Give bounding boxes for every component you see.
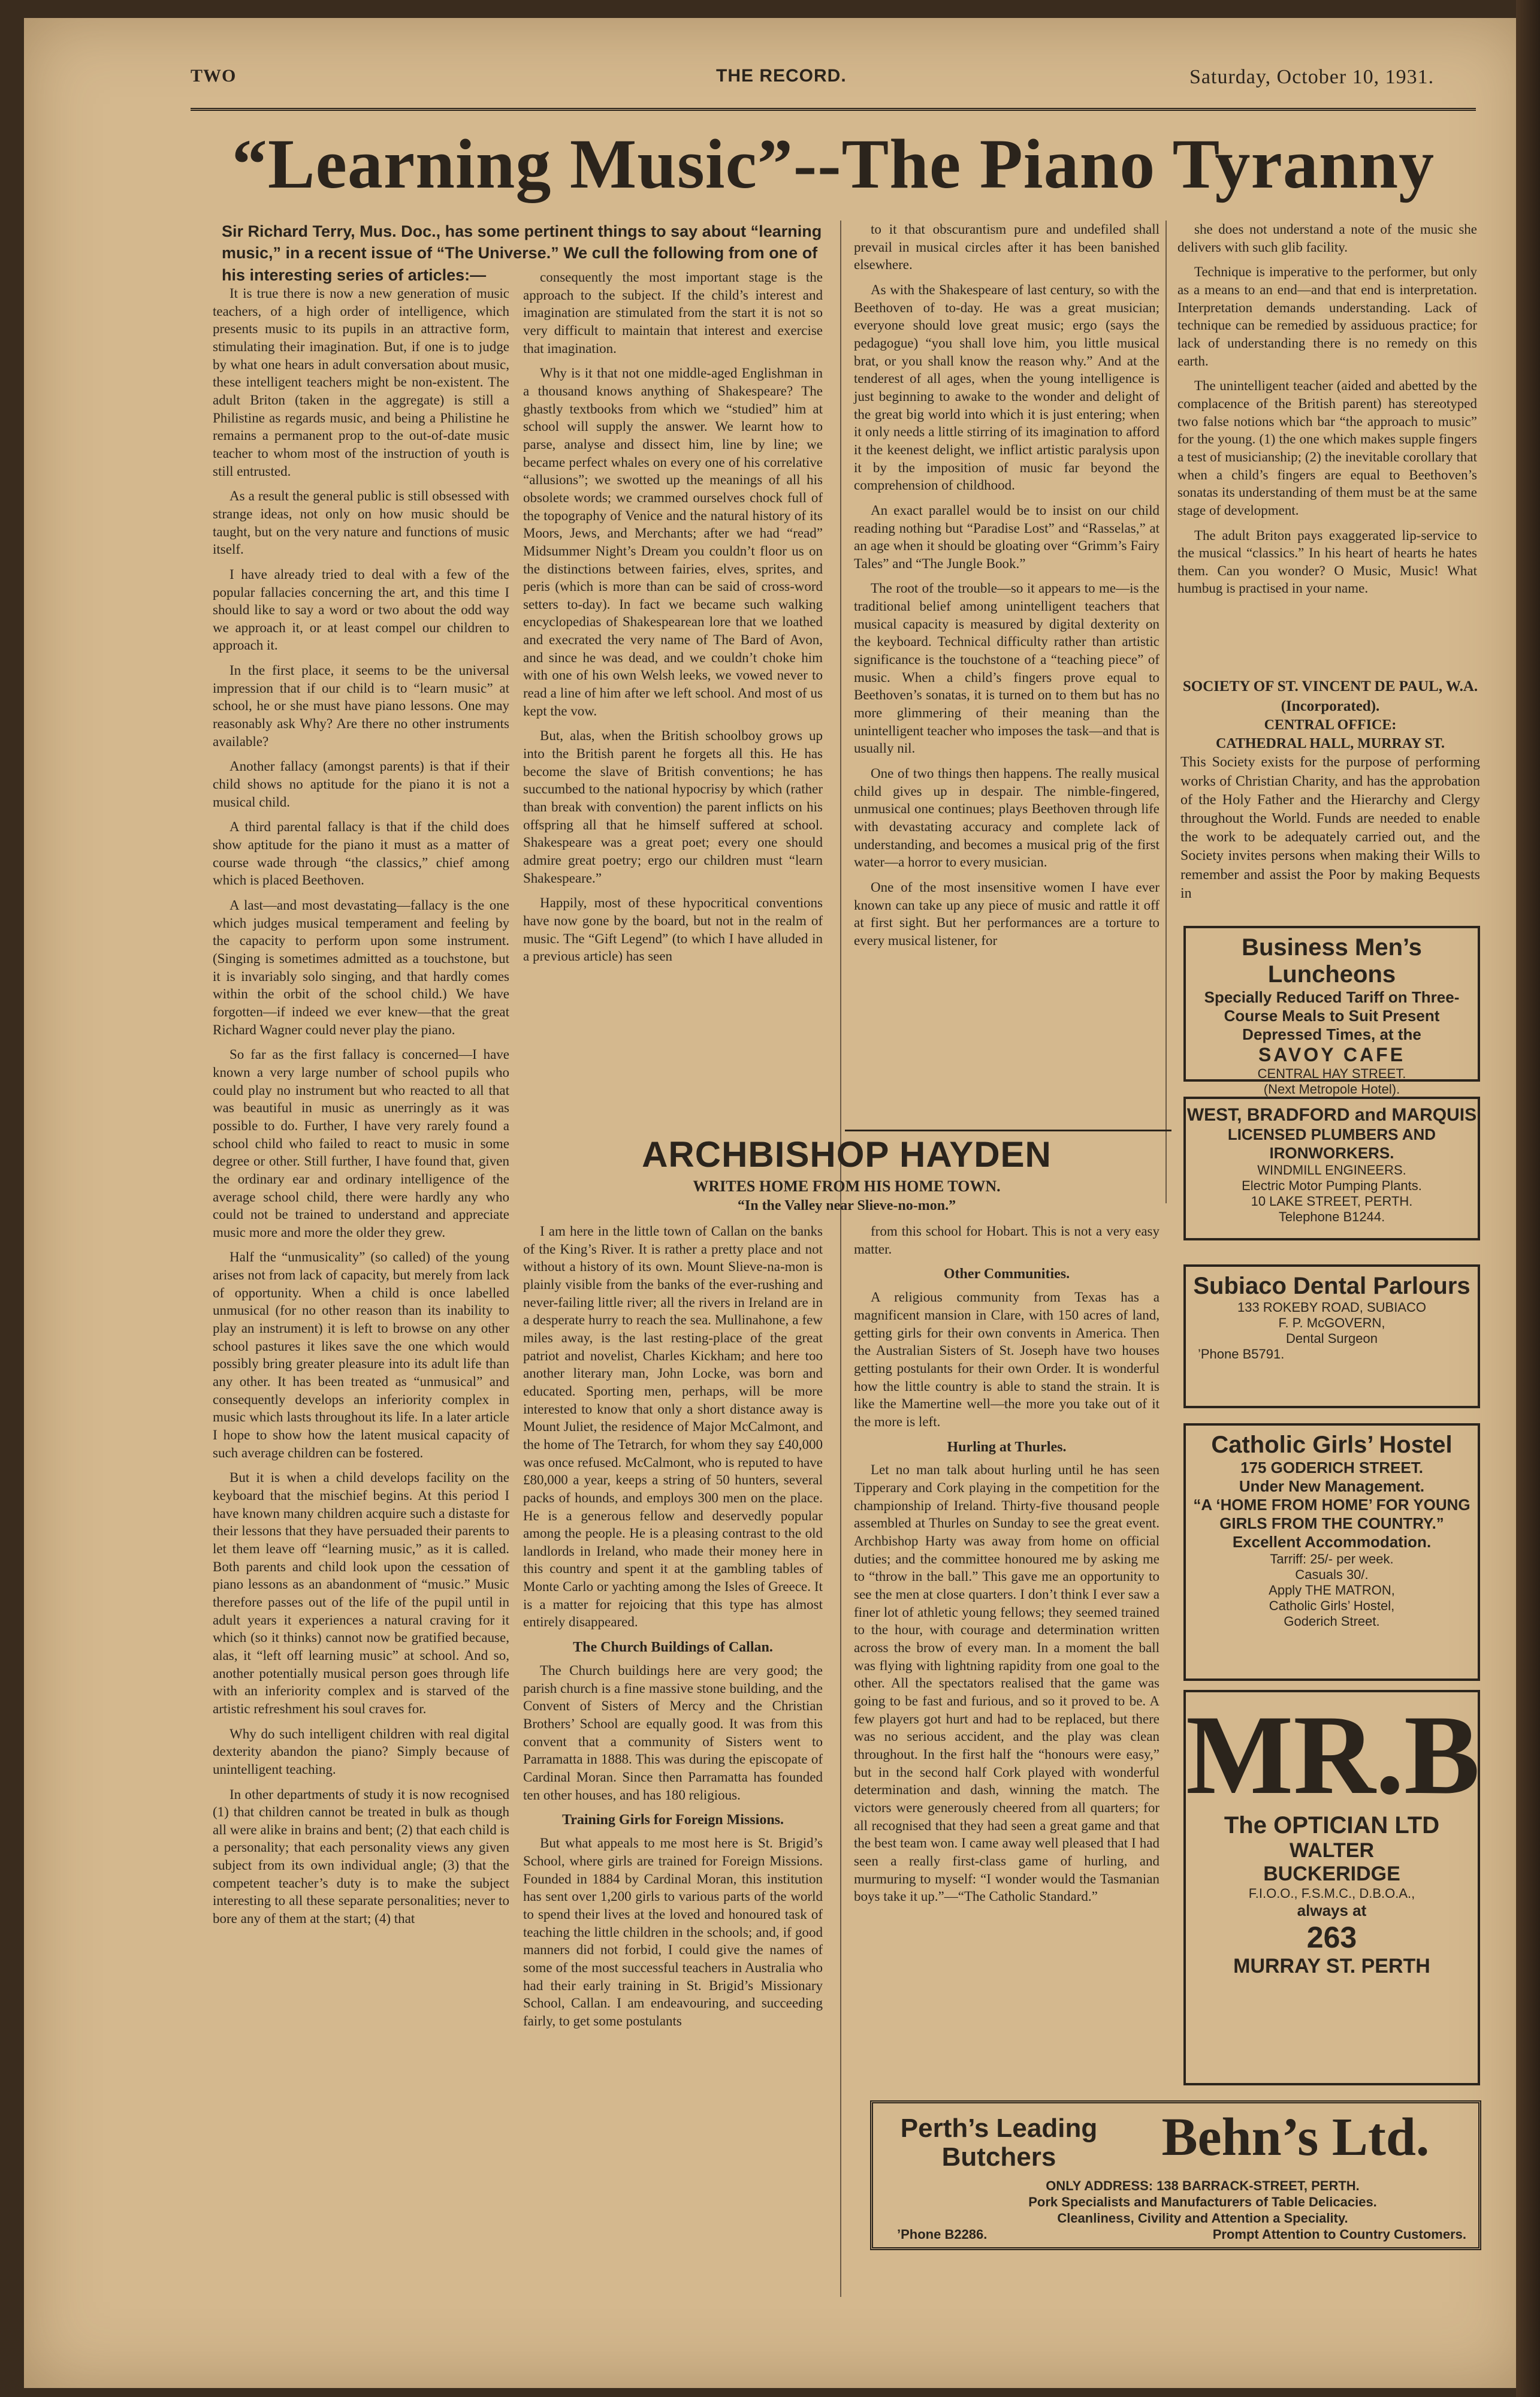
paragraph: In the first place, it seems to be the universal impression that if our child is to “learn music” at school, he or she must have piano lessons. One may reasonably ask Why? Are there no other instruments available?	[213, 663, 509, 749]
paragraph: The unintelligent teacher (aided and abetted by the complacence of the British parent) has stereotyped two false notions which bar “the approach to music” for the young. (1) the one which makes supple fingers a test of musicianship; (2) the inevitable corollary that when a child’s fingers are equal to Beethoven’s sonatas its understanding of them must be at the same stage of development.	[1177, 378, 1477, 518]
subheading: The Church Buildings of Callan.	[573, 1640, 773, 1656]
behn-brand: Behn’s Ltd.	[1161, 2108, 1430, 2167]
ad-optician	[1183, 1690, 1480, 2085]
binding-edge	[1516, 0, 1540, 2397]
archbishop-article-header	[523, 1134, 1170, 1214]
svp-office: CENTRAL OFFICE:	[1264, 717, 1397, 733]
paragraph: As with the Shakespeare of last century, so with the Beethoven of to-day. He was a great musician; everyone should love great music; ergo (says the pedagogue) “you shall love him, you little musical brat, or you shall know the reason why.” And at the tenderest of all ages, when the young intelligence is just beginning to awake to the wonder and delight of the great big world into which it is just entering; when it only needs a little stirring of its imagination to afford it the keenest delight, we inflict artistic paralysis upon it by the imposition of music far beyond the comprehension of childhood.	[854, 282, 1159, 493]
article-column-4	[1177, 221, 1477, 605]
ad-line: F. P. McGOVERN,	[1278, 1315, 1385, 1330]
paragraph: Why is it that not one middle-aged Englishman in a thousand knows anything of Shakespeare? The ghastly textbooks from which we “studied” him at school will supply the answer. We learnt how to parse, analyse and dissect him, line by line; we became perfect whales on every one of his correlative “allusions”; we swotted up the meanings of all his obsolete words; we crammed ourselves chock full of the topography of Venice and the natural history of its Moors, Jews, and Merchants; after we had “read” Midsummer Night’s Dream you couldn’t floor us on the distinctions between fairies, elves, sprites, and peris (which is more than can be said of cross-word setters to-day). In fact we became such walking encyclopedias of Shakespearean lore that we loathed and execrated the very name of The Bard of Avon, and since he was dead, and we couldn’t choke him with one of his own Welsh leeks, we vowed never to read a line of him after we left school. And most of us kept the vow.	[523, 366, 823, 719]
ad-behns-butchers	[870, 2100, 1481, 2250]
headline: “Learning Music”--The Piano Tyranny	[231, 125, 1435, 203]
ad-line: Telephone B1244.	[1278, 1209, 1385, 1224]
svp-notice	[1180, 677, 1480, 903]
article-column-3	[854, 221, 1159, 957]
archbishop-column-1	[523, 1222, 823, 2037]
newspaper-page	[24, 18, 1528, 2388]
paragraph: But, alas, when the British schoolboy grows up into the British parent he forgets all this. He has become the slave of British conventions; he has succumbed to the national hypocrisy by which (rather than break with convention) the parent inflicts on his offspring all that he himself suffered at school. Shakespeare was a great poet; every one should admire great poetry; ergo our children must “learn Shakespeare.”	[523, 728, 823, 886]
paragraph: consequently the most important stage is the approach to the subject. If the child’s interest and imagination are stimulated from the start it is not so very difficult to maintain that interest and exercise that imagination.	[523, 270, 823, 356]
article-column-2	[523, 268, 823, 973]
paragraph: Technique is imperative to the performer, but only as a means to an end—and that end is interpretation. Interpretation demands understanding. Lack of technique can be remedied by assiduous practice; for lack of understanding there is no remedy on this earth.	[1177, 264, 1477, 369]
svp-body: This Society exists for the purpose of performing works of Christian Charity, and has the approbation of the Holy Father and the Hierarchy and Clergy throughout the World. Funds are needed to enable the work to be adequately carried out, and the Society invites persons when making their Wills to remember and assist the Poor by making Bequests in	[1180, 754, 1480, 901]
ad-line: 175 GODERICH STREET.	[1240, 1459, 1423, 1477]
archbishop-headline: ARCHBISHOP HAYDEN	[642, 1134, 1052, 1175]
ad-title: Business Men’s Luncheons	[1242, 934, 1422, 988]
column-rule	[1165, 221, 1167, 1203]
ad-line: BUCKERIDGE	[1263, 1862, 1400, 1885]
article-intro: Sir Richard Terry, Mus. Doc., has some pertinent things to say about “learning music,” in a recent issue of “The Universe.” We cull the following from one of his interesting series of articles:—	[222, 222, 822, 284]
subheading: Training Girls for Foreign Missions.	[561, 1812, 784, 1828]
behn-phone: ’Phone B2286.	[897, 2227, 988, 2242]
ad-line: CENTRAL HAY STREET.	[1257, 1066, 1406, 1081]
paragraph: In other departments of study it is now recognised (1) that children cannot be treated in bulk as though all were alike in brains and bent; (2) that each child is a personality; that each personality views any given subject from its own individual angle; (3) that the competent teacher’s duty is to make the subject interesting to all these separate personalities; never to bore any of them at the start; (4) that	[213, 1786, 509, 1927]
ad-line: Tarriff: 25/- per week.	[1270, 1551, 1394, 1566]
ad-business-luncheons	[1183, 926, 1480, 1097]
paragraph: Let no man talk about hurling until he has seen Tipperary and Cork playing in the competition for the championship of Ireland. Thirty-five thousand people assembled at Thurles on Sunday to see the great event. Archbishop Harty was away from home on official duties; and the committee honoured me by asking me to “throw in the ball.” This gave me an opportunity to see the men at close quarters. I don’t think I ever saw a finer lot of athletic young fellows; they seemed trained to the hour, with courage and determination written across the brow of every man. In a moment the ball was flying with lightning rapidity from one goal to the other. All the spectators realised that the game was going to be fast and furious, and so it proved to be. A few players got hurt and had to be replaced, but there was no serious accident, and the play was clean throughout. In the first half the “honours were easy,” but in the second half Cork played with wonderful determination and dash, winning the match. The victors were generously cheered from all quarters; for all recognised that they had seen a great game and that the best team won. I came away well pleased that I had seen a really first-class game of hurling, and murmuring to myself: “I wonder would the Tasmanian boys take it up.”—“The Catholic Standard.”	[854, 1462, 1159, 1904]
paragraph: The adult Briton pays exaggerated lip-service to the musical “classics.” In his heart of hearts he hates them. Can you wonder? O Music, Music! What humbug is practised in your name.	[1177, 527, 1477, 596]
ad-line: Under New Management.	[1239, 1477, 1425, 1495]
column-rule	[840, 221, 841, 2297]
paragraph: Half the “unmusicality” (so called) of the young arises not from lack of capacity, but merely from lack of opportunity. When a child is once labelled unmusical (for no other reason than its inability to play an instrument) it is left to browse on any other school pastures it likes save the one which would possibly bring greater pleasure into its adult life than any other. It has been treated as “unmusical” and consequently develops an inferiority complex in music which lasts throughout its life. In a later article I hope to show how the latent musical capacity of such average children can be fostered.	[213, 1249, 509, 1460]
ad-line: 10 LAKE STREET, PERTH.	[1251, 1194, 1413, 1209]
ad-line: Electric Motor Pumping Plants.	[1242, 1178, 1422, 1193]
ad-line: 133 ROKEBY ROAD, SUBIACO	[1237, 1300, 1427, 1315]
paragraph: One of the most insensitive women I have ever known can take up any piece of music and rattle it off at first sight. But her performances are a torture to every musical listener, for	[854, 879, 1159, 948]
subheading: Hurling at Thurles.	[947, 1439, 1067, 1455]
ad-title: WEST, BRADFORD and MARQUIS	[1186, 1105, 1477, 1125]
ad-line: always at	[1297, 1901, 1367, 1919]
paragraph: to it that obscurantism pure and undefiled shall prevail in musical circles after it has been banished elsewhere.	[854, 222, 1159, 273]
ad-title: Subiaco Dental Parlours	[1193, 1273, 1470, 1299]
page-number: TWO	[191, 66, 237, 86]
issue-date: Saturday, October 10, 1931.	[1189, 66, 1435, 88]
ad-line: ONLY ADDRESS: 138 BARRACK-STREET, PERTH.	[1046, 2178, 1360, 2193]
ad-west-bradford	[1183, 1097, 1480, 1240]
paragraph: from this school for Hobart. This is not a very easy matter.	[854, 1224, 1159, 1257]
section-rule	[845, 1130, 1171, 1131]
header-rule	[191, 108, 1476, 111]
svp-address: CATHEDRAL HALL, MURRAY ST.	[1215, 736, 1445, 752]
article-column-1	[213, 285, 509, 1935]
ad-line: Apply THE MATRON,	[1269, 1583, 1395, 1598]
ad-line: LICENSED PLUMBERS AND IRONWORKERS.	[1227, 1125, 1436, 1162]
ad-line: MURRAY ST. PERTH	[1233, 1955, 1430, 1978]
masthead: THE RECORD.	[716, 66, 847, 86]
archbishop-subhead: WRITES HOME FROM HIS HOME TOWN.	[693, 1178, 1001, 1195]
paragraph: Happily, most of these hypocritical conventions have now gone by the board, but not in the realm of music. The “Gift Legend” (to which I have alluded in a previous article) has seen	[523, 895, 823, 964]
behn-tagline: Perth’s Leading Butchers	[900, 2114, 1098, 2172]
paragraph: A last—and most devastating—fallacy is the one which judges musical temperament and feeling by the capacity to perform upon some instrument. (Singing is sometimes admitted as a touchstone, but it is invariably solo singing, and that hardly comes within the orbit of the school child.) We have forgotten—if indeed we ever knew—that the great Richard Wagner could never play the piano.	[213, 898, 509, 1037]
ad-title: Catholic Girls’ Hostel	[1211, 1432, 1453, 1458]
ad-line: Casuals 30/.	[1295, 1567, 1369, 1582]
paragraph: One of two things then happens. The really musical child gives up in despair. The nimble-fingered, unmusical one continues; plays Beethoven through life with devastating accuracy and complete lack of understanding, and becomes a musical prig of the first water—a horror to every musician.	[854, 766, 1159, 870]
ad-line: Cleanliness, Civility and Attention a Speciality.	[1057, 2211, 1348, 2226]
paragraph: As a result the general public is still obsessed with strange ideas, not only on how music should be taught, but on the very nature and functions of music itself.	[213, 488, 509, 557]
paragraph: So far as the first fallacy is concerned—I have known a very large number of school pupils who could play no instrument but who reacted to all that was beautiful in music as unerringly as it was possible to do. Further, I have very rarely found a school child who failed to react to music in some degree or other. Still further, I have found that, given the ordinary ear and ordinary intelligence of the average school child, there were hardly any who could not be trained to understand and appreciate music more and more the older they grew.	[213, 1047, 509, 1240]
ad-line: Dental Surgeon	[1286, 1331, 1378, 1346]
paragraph: The Church buildings here are very good; the parish church is a fine massive stone building, and the Convent of Sisters of Mercy and the Christian Brothers’ School are equally good. It was from this convent that a community of Sisters went to Parramatta in 1888. This was during the episcopate of Cardinal Moran. Since then Parramatta has founded ten other houses, and has 180 religious.	[523, 1663, 823, 1803]
paragraph: A third parental fallacy is that if the child does show aptitude for the piano it must as a matter of course wade through “the classics,” chief among which is placed Beethoven.	[213, 819, 509, 888]
ad-line: SAVOY CAFE	[1258, 1044, 1406, 1065]
ad-line: F.I.O.O., F.S.M.C., D.B.O.A.,	[1248, 1886, 1415, 1901]
ad-line: WALTER	[1289, 1839, 1374, 1862]
archbishop-column-2	[854, 1222, 1159, 1913]
paragraph: Another fallacy (amongst parents) is that if their child shows no aptitude for the piano it is not a musical child.	[213, 759, 509, 810]
ad-line: Catholic Girls’ Hostel,	[1269, 1598, 1395, 1613]
ad-line: Goderich Street.	[1284, 1614, 1380, 1629]
paragraph: An exact parallel would be to insist on our child reading nothing but “Paradise Lost” and “Rasselas,” at an age when it should be gloating over “Grimm’s Fairy Tales” and “The Jungle Book.”	[854, 502, 1159, 571]
ad-line: Pork Specialists and Manufacturers of Table Delicacies.	[1028, 2194, 1377, 2209]
paragraph: But it is when a child develops facility on the keyboard that the mischief begins. At this period I have known many children acquire such a distaste for their lessons that they have persuaded their parents to let them leave off “learning music,” as it is called. Both parents and child look upon the cessation of piano lessons as an abandonment of “music.” Music therefore passes out of the life of the pupil until in adult years it experiences a natural craving for it which (so it thinks) cannot now be gratified because, alas, it “left off learning music” at school. And so, another potentially musical person goes through life with an inferiority complex and is starved of the artistic refreshment his soul craves for.	[213, 1470, 509, 1716]
ad-subiaco-dental	[1183, 1264, 1480, 1408]
paragraph: I have already tried to deal with a few of the popular fallacies concerning the art, and this time I should like to say a word or two about the odd way we approach it, or at least compel our children to approach it.	[213, 566, 509, 653]
ad-catholic-girls-hostel	[1183, 1423, 1480, 1681]
ad-line: Excellent Accommodation.	[1232, 1533, 1432, 1551]
optician-logo: MR.B	[1186, 1692, 1480, 1818]
ad-line: (Next Metropole Hotel).	[1263, 1082, 1400, 1097]
paragraph: But what appeals to me most here is St. Brigid’s School, where girls are trained for Foreign Missions. Founded in 1884 by Cardinal Moran, this institution has sent over 1,200 girls to various parts of the world to spend their lives at the loved and honoured task of teaching the little children in the schools; and, if good manners did not forbid, I could give the names of some of the most successful teachers in Australia who had their early training in St. Brigid’s Missionary School, Callan. I am endeavouring, and succeeding fairly, to get some postulants	[523, 1836, 823, 2028]
ad-line: 263	[1306, 1921, 1357, 1954]
ad-line: Prompt Attention to Country Customers.	[1212, 2227, 1466, 2242]
archbishop-subhead-quote: “In the Valley near Slieve-no-mon.”	[737, 1198, 956, 1213]
paragraph: A religious community from Texas has a magnificent mansion in Clare, with 150 acres of land, getting girls for their own convents in America. Then the Australian Sisters of St. Joseph have two houses getting postulants for their own Order. It is wonderful how the little country is able to stand the strain. It is like the Mamertine well—the more you take out of it the more is left.	[854, 1290, 1159, 1429]
ad-line: Specially Reduced Tariff on Three-Course Meals to Suit Present Depressed Times, at the	[1204, 988, 1460, 1043]
paragraph: The root of the trouble—so it appears to me—is the traditional belief among unintelligent teachers that musical capacity is measured by digital dexterity on the keyboard. Technical difficulty rather than artistic significance is the touchstone of a “teaching piece” of music. When a child’s fingers prove equal to Beethoven’s sonatas, it is turned on to them but has no more glimmering of their meaning than the unintelligent teacher who imposes the task—and that is usually nil.	[854, 581, 1159, 756]
paragraph: It is true there is now a new generation of music teachers, of a high order of intelligence, which presents music to its pupils in an attractive form, stimulating their imagination. But, if one is to judge by what one hears in adult conversation about music, these intelligent teachers might be non-existent. The adult Briton (taken in the aggregate) is still a Philistine as regards music, and being a Philistine he remains a permanent prop to the out-of-date music teacher to whom most of the instruction of youth is still entrusted.	[213, 286, 509, 479]
ad-title: The OPTICIAN LTD	[1224, 1812, 1440, 1838]
subheading: Other Communities.	[943, 1266, 1070, 1282]
ad-line: ’Phone B5791.	[1198, 1347, 1285, 1361]
ad-line: WINDMILL ENGINEERS.	[1257, 1163, 1406, 1178]
paragraph: she does not understand a note of the music she delivers with such glib facility.	[1177, 222, 1477, 255]
svp-title: SOCIETY OF ST. VINCENT DE PAUL, W.A. (Incorporated).	[1182, 678, 1478, 714]
ad-line: “A ‘HOME FROM HOME’ FOR YOUNG GIRLS FROM THE COUNTRY.”	[1193, 1496, 1470, 1532]
paragraph: I am here in the little town of Callan on the banks of the King’s River. It is rather a pretty place and not without a history of its own. Mount Slieve-na-mon is plainly visible from the banks of the ever-rushing and never-failing little river; all the rivers in Ireland are in a desperate hurry to reach the sea. Mullinahone, a few miles away, is the last resting-place of the great patriot and novelist, Charles Kickham; and here too another literary man, John Locke, was born and educated. Sporting men, perhaps, will be more interested to know that only a short distance away is Mount Juliet, the residence of Major McCalmont, and the home of The Tetrarch, for whom they say £40,000 was once refused. McCalmont, who is reputed to have £80,000 a year, keeps a string of 50 hunters, several packs of hounds, and employs 300 men on the place. He is a generous fellow and deservedly popular among the people. He is a pleasing contrast to the old landlords in Ireland, who made their money here in this country and spent it at the gambling tables of Monte Carlo or yachting among the Isles of Greece. It is a matter for rejoicing that this type has almost entirely disappeared.	[523, 1224, 823, 1630]
paragraph: Why do such intelligent children with real digital dexterity abandon the piano? Simply because of unintelligent teaching.	[213, 1726, 509, 1777]
